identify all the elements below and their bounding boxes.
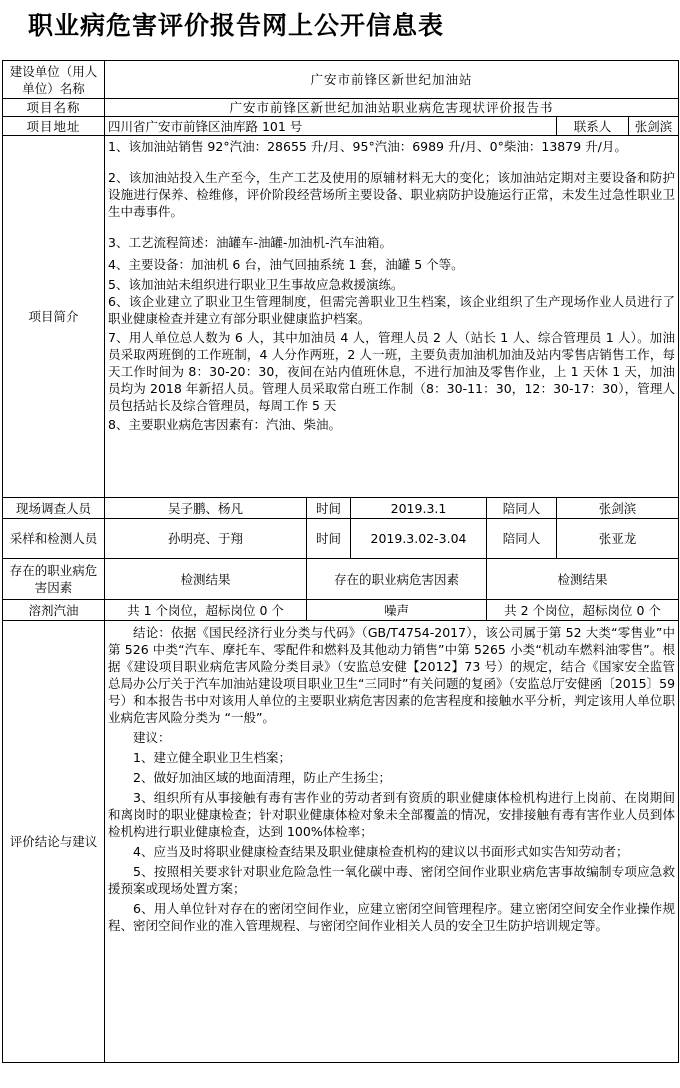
intro-para: 2、该加油站投入生产至今，生产工艺及使用的原辅材料无大的变化；该加油站定期对主要设备和防护设施进行保养、检维修，评价阶段经营场所主要设备、职业病防护设施运行正常，未发生过急性职业卫生中毒事件。 xyxy=(108,170,676,219)
page-title: 职业病危害评价报告网上公开信息表 xyxy=(28,11,445,40)
address-label: 项目地址 xyxy=(3,117,105,136)
survey-accompany: 张剑滨 xyxy=(557,498,679,519)
hazard-header-label-2: 存在的职业病危害因素 xyxy=(307,559,487,600)
row-sampling xyxy=(3,519,679,559)
intro-para: 5、该加油站未组织进行职业卫生事故应急救援演练。 xyxy=(108,277,404,292)
intro-para: 1、该加油站销售 92°汽油：28655 升/月、95°汽油：6989 升/月、0°柴油：13879 升/月。 xyxy=(108,139,627,154)
intro-content xyxy=(105,136,679,498)
row-intro xyxy=(3,136,679,498)
suggestion-item: 3、组织所有从事接触有毒有害作业的劳动者到有资质的职业健康体检机构进行上岗前、在岗期间和离岗时的职业健康检查；针对职业健康体检对象未全部覆盖的情况，安排接触有毒有害作业人员到体检机构进行职业健康检查，达到 100%体检率； xyxy=(108,790,676,839)
suggestion-item: 6、用人单位针对存在的密闭空间作业，应建立密闭空间管理程序。建立密闭空间安全作业操作规程、密闭空间作业的准入管理规程、与密闭空间作业相关人员的安全卫生防护培训规定等。 xyxy=(108,901,676,933)
contact-value: 张剑滨 xyxy=(629,117,679,136)
conclusion-label: 评价结论与建议 xyxy=(3,621,105,1063)
suggestion-item: 1、建立健全职业卫生档案； xyxy=(133,750,291,765)
survey-label: 现场调查人员 xyxy=(3,498,105,519)
row-address xyxy=(3,117,679,136)
intro-label: 项目简介 xyxy=(3,136,105,498)
hazard-header-label: 存在的职业病危害因素 xyxy=(3,559,105,600)
sampling-time-label: 时间 xyxy=(307,519,351,559)
info-table xyxy=(2,60,679,1063)
row-conclusion xyxy=(3,621,679,1063)
intro-para: 3、工艺流程简述：油罐车-油罐-加油机-汽车油箱。 xyxy=(108,235,392,250)
hazard-2: 噪声 xyxy=(307,600,487,621)
row-hazard-values xyxy=(3,600,679,621)
contact-label: 联系人 xyxy=(557,117,629,136)
result-1: 共 1 个岗位，超标岗位 0 个 xyxy=(105,600,307,621)
survey-accompany-label: 陪同人 xyxy=(487,498,557,519)
intro-para: 4、主要设备：加油机 6 台，油气回抽系统 1 套，油罐 5 个等。 xyxy=(108,257,464,272)
suggestion-item: 5、按照相关要求针对职业危险急性一氧化碳中毒、密闭空间作业职业病危害事故编制专项应急救援预案或现场处置方案； xyxy=(108,864,676,896)
suggestion-item: 2、做好加油区域的地面清理，防止产生扬尘； xyxy=(133,770,391,785)
result-header-label-2: 检测结果 xyxy=(487,559,679,600)
intro-para: 8、主要职业病危害因素有：汽油、柴油。 xyxy=(108,417,341,432)
row-unit xyxy=(3,61,679,99)
row-survey xyxy=(3,498,679,519)
project-name-label: 项目名称 xyxy=(3,99,105,117)
unit-value: 广安市前锋区新世纪加油站 xyxy=(105,61,679,99)
sampling-label: 采样和检测人员 xyxy=(3,519,105,559)
result-2: 共 2 个岗位，超标岗位 0 个 xyxy=(487,600,679,621)
intro-para: 6、该企业建立了职业卫生管理制度，但需完善职业卫生档案，该企业组织了生产现场作业人员进行了职业健康检查并建立有部分职业健康监护档案。 xyxy=(108,294,676,326)
survey-time-label: 时间 xyxy=(307,498,351,519)
hazard-1: 溶剂汽油 xyxy=(3,600,105,621)
row-hazard-header xyxy=(3,559,679,600)
sampling-accompany: 张亚龙 xyxy=(557,519,679,559)
project-name-value: 广安市前锋区新世纪加油站职业病危害现状评价报告书 xyxy=(105,99,679,117)
result-header-label: 检测结果 xyxy=(105,559,307,600)
suggestion-item: 4、应当及时将职业健康检查结果及职业健康检查机构的建议以书面形式如实告知劳动者； xyxy=(133,844,629,859)
sampling-accompany-label: 陪同人 xyxy=(487,519,557,559)
conclusion-para: 结论：依据《国民经济行业分类与代码》（GB/T4754-2017），该公司属于第 52 大类“零售业”中第 526 中类“汽车、摩托车、零配件和燃料及其他动力销售”中第 5265 小类“机动车燃料油零售”。根据《建设项目职业病危害风险分类目录》（安监总安健【2012】73 号）的规定，结合《国家安全监管总局办公厅关于汽车加油站建设项目职业卫生“三同时”有关问题的复函》（安监总厅安健函〔2015〕59 号）和本报告书中对该用人单位的主要职业病危害因素的危害程度和接触水平分析，判定该用人单位职业病危害风险分类为 “一般”。 xyxy=(108,625,676,725)
unit-label: 建设单位（用人单位）名称 xyxy=(3,61,105,99)
conclusion-content xyxy=(105,621,679,1063)
row-project-name xyxy=(3,99,679,117)
survey-time: 2019.3.1 xyxy=(351,498,487,519)
address-value: 四川省广安市前锋区油库路 101 号 xyxy=(105,117,557,136)
suggestion-heading: 建议： xyxy=(133,730,171,745)
survey-value: 吴子鹏、杨凡 xyxy=(105,498,307,519)
sampling-time: 2019.3.02-3.04 xyxy=(351,519,487,559)
intro-para: 7、用人单位总人数为 6 人，其中加油员 4 人，管理人员 2 人（站长 1 人、综合管理员 1 人）。加油员采取两班倒的工作班制，4 人分作两班，2 人一班，主要负责加油机加油及站内零售店销售工作，每天工作时间为 8：30-20：30，夜间在站内值班休息，不进行加油及零售作业，上 1 天休 1 天，加油员均为 2018 年新招人员。管理人员采取常白班工作制（8：30-11：30，12：30-17：30），管理人员包括站长及综合管理员，每周工作 5 天 xyxy=(108,330,676,413)
sampling-value: 孙明亮、于翔 xyxy=(105,519,307,559)
